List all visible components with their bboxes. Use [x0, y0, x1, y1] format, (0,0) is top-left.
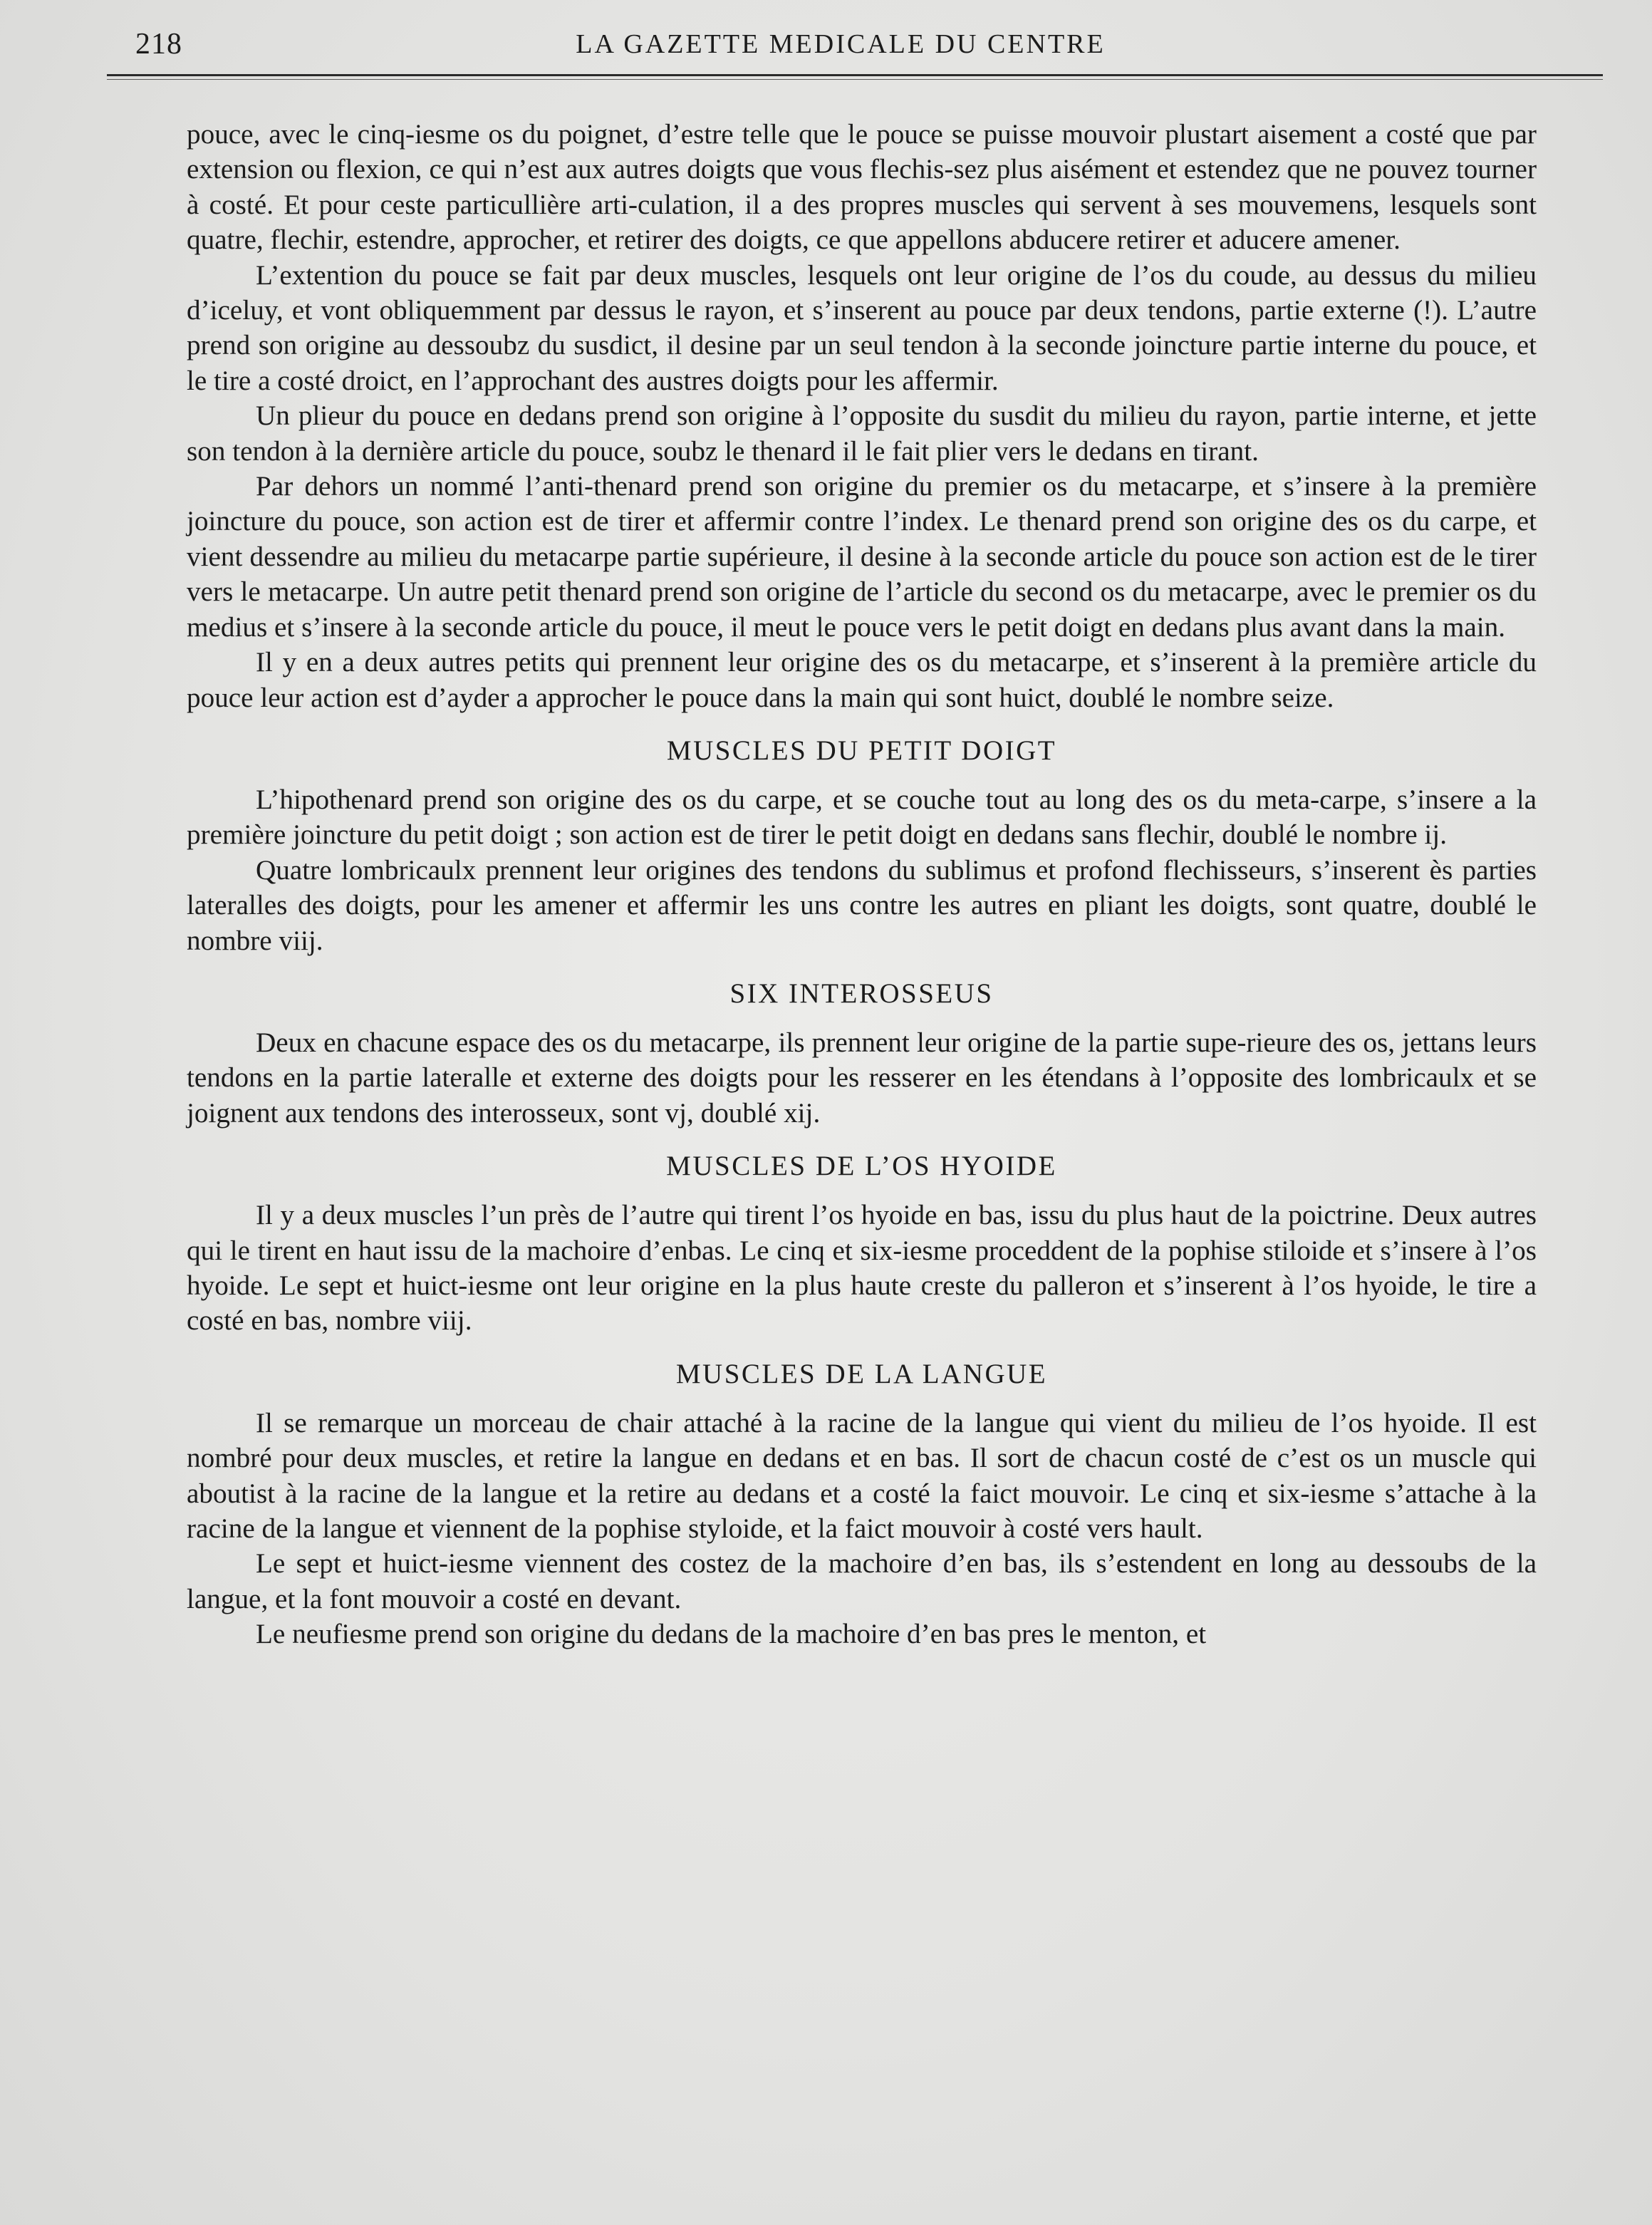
- paragraph: Il se remarque un morceau de chair attaché à la racine de la langue qui vient du milieu de l’os hyoide. Il est nombré pour deux muscles, et retire la langue en dedans et en bas. Il sort de chacun costé de c’est os un muscle qui aboutist à la racine de la langue et la retire au dedans et a costé la faict mouvoir. Le cinq et six-iesme s’attache à la racine de la langue et viennent de la pophise styloide, et la faict mouvoir à costé vers hault.: [187, 1407, 1537, 1544]
- header-rule-thin: [107, 79, 1603, 80]
- paragraph: Deux en chacune espace des os du metacarpe, ils prennent leur origine de la partie supe-rieure des os, jettans leurs tendons en la partie lateralle et externe des doigts pour les resserer en les étendans à l’opposite des lombricaulx et se joignent aux tendons des interosseux, sont vj, doublé xij.: [187, 1027, 1537, 1129]
- running-title: LA GAZETTE MEDICALE DU CENTRE: [576, 29, 1106, 59]
- section-heading: SIX INTEROSSEUS: [729, 977, 994, 1009]
- section-heading: MUSCLES DE L’OS HYOIDE: [666, 1151, 1057, 1182]
- paragraph: L’hipothenard prend son origine des os du carpe, et se couche tout au long des os du meta-carpe, s’insere a la première joincture du petit doigt ; son action est de tirer le petit doigt en dedans sans flechir, doublé le nombre ij.: [187, 784, 1537, 851]
- paragraph: Par dehors un nommé l’anti-thenard prend son origine du premier os du metacarpe, et s’insere à la première joincture du pouce, son action est de tirer et affermir contre l’index. Le thenard prend son origine des os du carpe, et vient dessendre au milieu du metacarpe partie supérieure, il desine à la seconde article du pouce son action est de le tirer vers le metacarpe. Un autre petit thenard prend son origine de l’article du second os du metacarpe, avec le premier os du medius et s’insere à la seconde article du pouce, il meut le pouce vers le petit doigt en dedans plus avant dans la main.: [187, 471, 1537, 643]
- paragraph: Le neufiesme prend son origine du dedans de la machoire d’en bas pres le menton, et: [256, 1619, 1207, 1650]
- paragraph: Il y en a deux autres petits qui prennent leur origine des os du metacarpe, et s’inserent à la première article du pouce leur action est d’ayder a approcher le pouce dans la main qui sont huict, doublé le nombre seize.: [187, 647, 1537, 713]
- paragraph: Il y a deux muscles l’un près de l’autre qui tirent l’os hyoide en bas, issu du plus haut de la poictrine. Deux autres qui le tirent en haut issu de la machoire d’enbas. Le cinq et six-iesme proceddent de la pophise stiloide et s’insere à l’os hyoide. Le sept et huict-iesme ont leur origine en la plus haute creste du palleron et s’inserent à l’os hyoide, le tire a costé en bas, nombre viij.: [187, 1200, 1537, 1337]
- page-number: 218: [135, 28, 182, 61]
- section-heading: MUSCLES DU PETIT DOIGT: [666, 735, 1057, 766]
- paragraph: pouce, avec le cinq-iesme os du poignet, d’estre telle que le pouce se puisse mouvoir plustart aisement a costé que par extension ou flexion, ce qui n’est aux autres doigts que vous flechis-sez plus aisément et estendez que ne pouvez tourner à costé. Et pour ceste particullière arti-culation, il a des propres muscles qui servent à ses mouvemens, lesquels sont quatre, flechir, estendre, approcher, et retirer des doigts, ce que appellons abducere retirer et aducere amener.: [187, 119, 1537, 256]
- paragraph: Un plieur du pouce en dedans prend son origine à l’opposite du susdit du milieu du rayon, partie interne, et jette son tendon à la dernière article du pouce, soubz le thenard il le fait plier vers le dedans en tirant.: [187, 400, 1537, 467]
- section-heading: MUSCLES DE LA LANGUE: [675, 1358, 1048, 1389]
- paragraph: L’extention du pouce se fait par deux muscles, lesquels ont leur origine de l’os du coude, au dessus du milieu d’iceluy, et vont obliquemment par dessus le rayon, et s’inserent au pouce par deux tendons, partie externe (!). L’autre prend son origine au dessoubz du susdict, il desine par un seul tendon à la seconde joincture partie interne du pouce, et le tire a costé droict, en l’approchant des austres doigts pour les affermir.: [187, 259, 1537, 396]
- paragraph: Le sept et huict-iesme viennent des costez de la machoire d’en bas, ils s’estendent en long au dessoubs de la langue, et la font mouvoir a costé en devant.: [187, 1548, 1537, 1614]
- article-body: [187, 117, 1537, 1652]
- paragraph: Quatre lombricaulx prennent leur origines des tendons du sublimus et profond flechisseurs, s’inserent ès parties lateralles des doigts, pour les amener et affermir les uns contre les autres en pliant les doigts, sont quatre, doublé le nombre viij.: [187, 854, 1537, 956]
- page-header: [135, 27, 1546, 70]
- header-rule: [107, 74, 1603, 76]
